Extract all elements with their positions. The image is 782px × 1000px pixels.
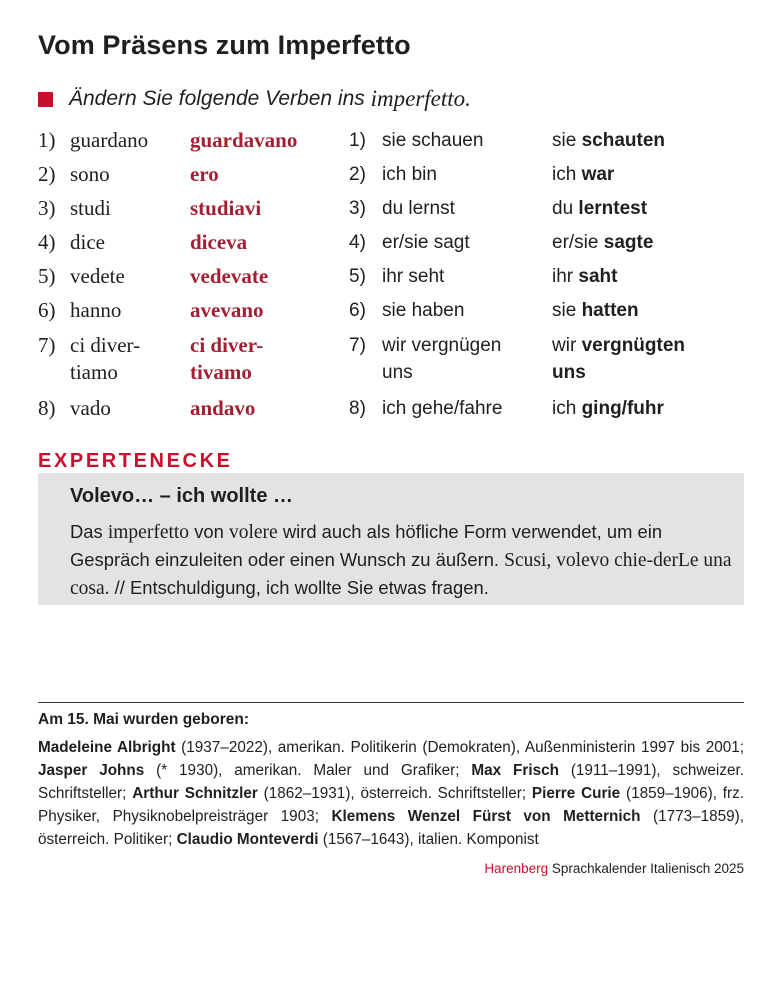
bullet-square-icon (38, 92, 53, 107)
german-past-answer (552, 229, 742, 256)
italian-imperfetto-answer: ero (190, 162, 219, 186)
german-pronoun: ihr (552, 266, 574, 287)
section-divider (38, 702, 744, 703)
german-past-verb: saht (578, 266, 618, 287)
person-name: Madeleine Albright (38, 739, 176, 756)
footer-title: Sprachkalender Italienisch 2025 (551, 861, 744, 876)
instruction-text: Ändern Sie folgende Verben ins (69, 87, 365, 110)
italian-present-verb-line1: ci diver- (70, 333, 141, 357)
italian-item-number: 1) (38, 128, 56, 152)
page-title: Vom Präsens zum Imperfetto (38, 30, 411, 60)
person-description: (* 1930), amerikan. Maler und Grafiker; (144, 762, 472, 779)
expert-text-1: Das (70, 521, 103, 542)
german-past-verb: war (581, 164, 615, 185)
german-present-verb: ich gehe/fahre (382, 398, 503, 419)
german-item-number: 2) (349, 164, 366, 185)
italian-item-number: 8) (38, 396, 56, 420)
italian-item-number: 6) (38, 298, 56, 322)
german-pronoun: sie (552, 130, 577, 151)
expert-corner-box (38, 473, 744, 605)
german-pronoun: wir (552, 335, 577, 356)
person-name: Klemens Wenzel Fürst von Metternich (331, 808, 641, 825)
german-past-verb: ging/fuhr (581, 398, 664, 419)
german-present-verb-line2: uns (382, 362, 413, 383)
expert-corner-heading: EXPERTENECKE (38, 450, 233, 472)
german-present-verb (382, 332, 542, 386)
person-description: (1937–2022), amerikan. Politikerin (Demokraten), Außenministerin 1997 bis 2001; (175, 739, 744, 756)
expert-italian-example: Scusi, volevo chie-derLe una cosa. (70, 550, 732, 599)
italian-present-verb: hanno (70, 298, 122, 322)
german-item-number: 1) (349, 130, 366, 151)
italian-item-number: 4) (38, 230, 56, 254)
italian-item-number: 3) (38, 196, 56, 220)
italian-present-verb: studi (70, 196, 111, 220)
italian-imperfetto-answer: studiavi (190, 196, 262, 220)
person-name: Max Frisch (471, 762, 559, 779)
expert-title: Volevo… – ich wollte … (70, 485, 294, 507)
italian-imperfetto-answer: vedevate (190, 264, 269, 288)
expert-german-translation: // Entschuldigung, ich wollte Sie etwas fragen. (114, 577, 489, 598)
italian-item-number: 2) (38, 162, 56, 186)
italian-present-verb: sono (70, 162, 110, 186)
italian-present-verb: vedete (70, 264, 125, 288)
german-present-verb: sie haben (382, 300, 465, 321)
german-past-verb-line2: uns (552, 362, 586, 383)
german-past-verb: lerntest (578, 198, 648, 219)
german-past-answer (552, 395, 742, 422)
expert-text-2: von (194, 521, 224, 542)
german-item-number: 6) (349, 300, 366, 321)
italian-item-number: 7) (38, 333, 56, 357)
italian-imperfetto-answer (190, 332, 330, 386)
expert-term-volere: volere (228, 522, 278, 543)
german-item-number: 4) (349, 232, 366, 253)
italian-answer-line2: tivamo (190, 360, 252, 384)
german-pronoun: sie (552, 300, 577, 321)
italian-present-verb: guardano (70, 128, 149, 152)
german-pronoun: er/sie (552, 232, 599, 253)
person-description: (1773–1859), österreich. Politiker; (38, 808, 744, 848)
german-pronoun: ich (552, 398, 577, 419)
person-name: Pierre Curie (531, 785, 621, 802)
italian-imperfetto-answer: guardavano (190, 128, 298, 152)
person-description: (1911–1991), schweizer. Schriftsteller; (38, 762, 744, 802)
german-item-number: 3) (349, 198, 366, 219)
german-item-number: 7) (349, 335, 366, 356)
german-past-verb: vergnügten (581, 335, 686, 356)
german-present-verb: du lernst (382, 198, 455, 219)
person-description: (1862–1931), österreich. Schriftsteller; (257, 785, 532, 802)
person-name: Jasper Johns (38, 762, 145, 779)
expert-body (70, 518, 736, 602)
person-name: Claudio Monteverdi (176, 831, 319, 848)
person-description: (1859–1906), frz. Physiker, Physiknobelpreisträger 1903; (38, 785, 745, 825)
italian-imperfetto-answer: andavo (190, 396, 256, 420)
german-past-answer (552, 332, 742, 386)
expert-term-imperfetto: imperfetto (107, 522, 190, 543)
italian-imperfetto-answer: avevano (190, 298, 264, 322)
german-pronoun: ich (552, 164, 577, 185)
german-past-answer (552, 195, 742, 222)
person-description: (1567–1643), italien. Komponist (318, 831, 539, 848)
instruction-term: imperfetto. (370, 86, 471, 111)
german-item-number: 5) (349, 266, 366, 287)
italian-item-number: 5) (38, 264, 56, 288)
german-past-answer (552, 263, 742, 290)
german-past-verb: schauten (581, 130, 665, 151)
footer-credit (484, 861, 744, 876)
birthdays-heading: Am 15. Mai wurden geboren: (38, 711, 250, 728)
german-present-verb: ihr seht (382, 266, 445, 287)
birthdays-text (38, 736, 744, 851)
italian-present-verb: dice (70, 230, 105, 254)
italian-answer-line1: ci diver- (190, 333, 264, 357)
instruction (38, 86, 471, 112)
footer-brand: Harenberg (484, 861, 549, 876)
german-present-verb-line1: wir vergnügen (382, 335, 502, 356)
german-past-answer (552, 161, 742, 188)
italian-present-verb: vado (70, 396, 111, 420)
german-pronoun: du (552, 198, 574, 219)
italian-present-verb (70, 332, 185, 386)
german-present-verb: sie schauen (382, 130, 484, 151)
german-past-verb: hatten (581, 300, 639, 321)
person-name: Arthur Schnitzler (132, 785, 258, 802)
italian-imperfetto-answer: diceva (190, 230, 248, 254)
expert-text-3: wird auch als höfliche Form verwendet, um ein Gespräch einzuleiten oder einen Wunsch zu äußern. (70, 521, 663, 570)
german-present-verb: ich bin (382, 164, 437, 185)
german-present-verb: er/sie sagt (382, 232, 470, 253)
german-past-verb: sagte (603, 232, 654, 253)
german-item-number: 8) (349, 398, 366, 419)
german-past-answer (552, 127, 742, 154)
italian-present-verb-line2: tiamo (70, 360, 118, 384)
german-past-answer (552, 297, 742, 324)
